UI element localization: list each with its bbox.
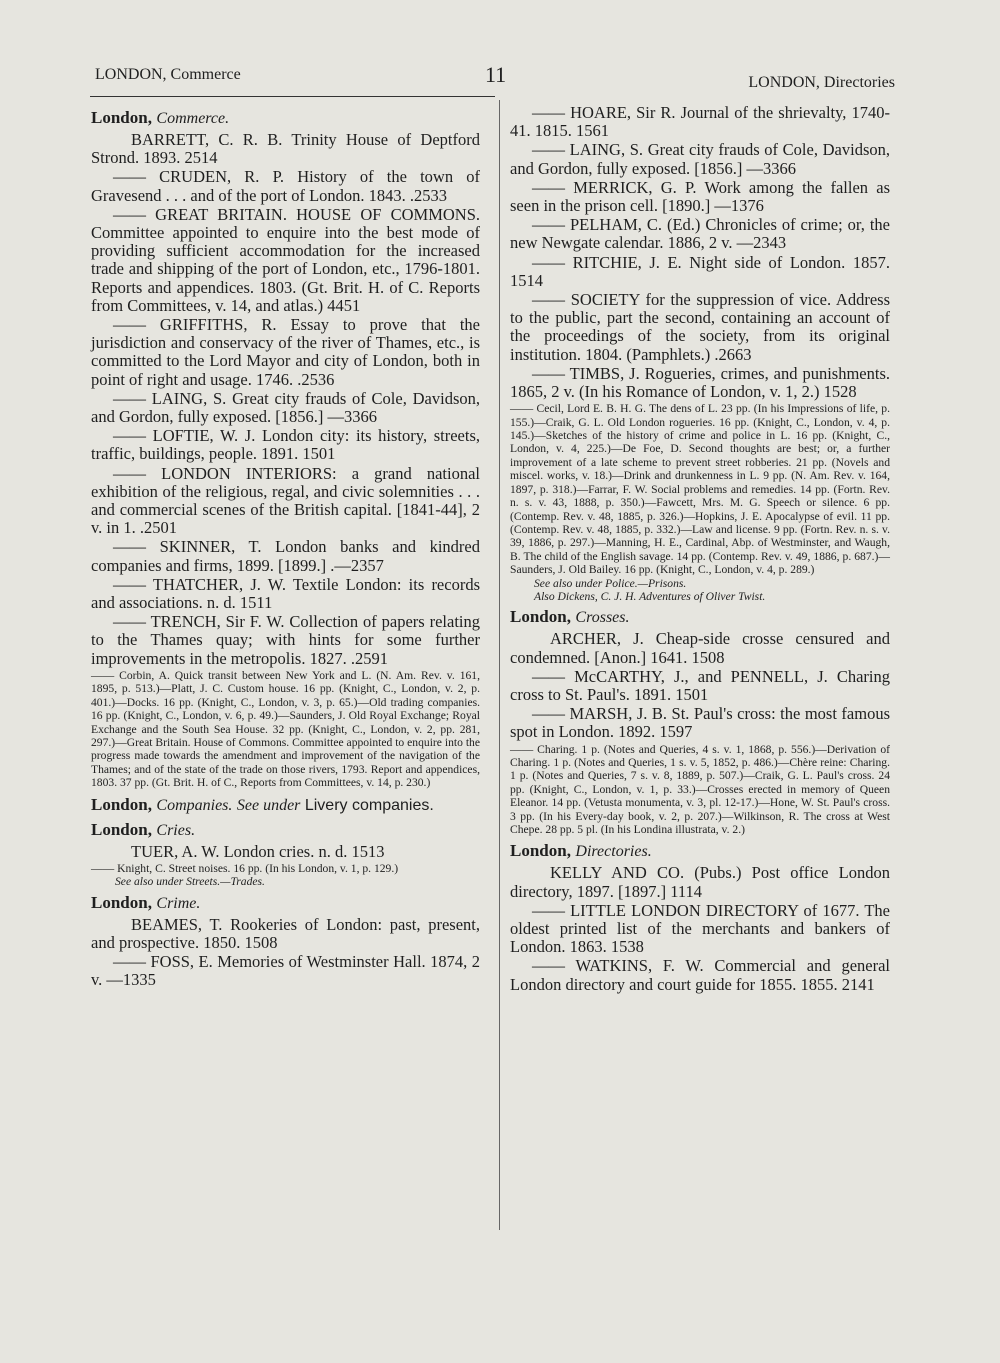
see-also: Also Dickens, C. J. H. Adventures of Oliver Twist. (534, 589, 766, 603)
entry: —— FOSS, E. Memories of Westminster Hall. 1874, 2 v. —1335 (91, 951, 480, 990)
periodical-references: —— Knight, C. Street noises. 16 pp. (In his London, v. 1, p. 129.) (91, 861, 399, 875)
header-rule (90, 96, 495, 97)
see-under-label: See under (236, 796, 301, 814)
entry: —— PELHAM, C. (Ed.) Chronicles of crime; or, the new Newgate calendar. 1886, 2 v. —2343 (510, 215, 890, 253)
heading-bold: London, (91, 108, 152, 127)
entry: —— LITTLE LONDON DIRECTORY of 1677. The oldest printed list of the merchants and bankers of London. 1863. 1538 (510, 900, 890, 957)
entry: BEAMES, T. Rookeries of London: past, present, and prospective. 1850. 1508 (91, 914, 480, 952)
heading-italic: Crime. (156, 894, 201, 912)
entry: —— LAING, S. Great city frauds of Cole, Davidson, and Gordon, fully exposed. [1856.] —3366 (91, 388, 480, 427)
header-left: LONDON, Commerce (95, 66, 241, 83)
cross-reference: Livery companies. (304, 796, 434, 814)
entry: —— GRIFFITHS, R. Essay to prove that the jurisdiction and conservacy of the river of Thames, etc., is committed to the Lord Mayor and city of London, both in point of right and usage. 1746. .2536 (91, 315, 480, 389)
heading-italic: Cries. (156, 821, 196, 839)
heading-italic: Commerce. (156, 110, 230, 127)
entry: —— MARSH, J. B. St. Paul's cross: the most famous spot in London. 1892. 1597 (510, 704, 890, 742)
page-number: 11 (485, 62, 507, 87)
entry: —— TIMBS, J. Rogueries, crimes, and punishments. 1865, 2 v. (In his Romance of London, v. 1, 2.) 1528 (510, 363, 890, 402)
entry: KELLY AND CO. (Pubs.) Post office London directory, 1897. [1897.] 1114 (510, 863, 890, 901)
heading-bold: London, (510, 841, 571, 861)
section-heading-commerce (91, 108, 480, 129)
entry: ARCHER, J. Cheap-side crosse censured and condemned. [Anon.] 1641. 1508 (510, 629, 890, 667)
heading-italic: Directories. (575, 843, 652, 861)
entry: —— TRENCH, Sir F. W. Collection of papers relating to the Thames quay; with hints for some further improvements in the metropolis. 1827. .2591 (91, 612, 480, 668)
right-column (510, 104, 890, 995)
section-heading-crosses (510, 607, 890, 628)
entry: —— THATCHER, J. W. Textile London: its records and associations. n. d. 1511 (91, 574, 480, 613)
see-also: See also under Streets.—Trades. (115, 875, 265, 889)
entry: —— GREAT BRITAIN. HOUSE OF COMMONS. Committee appointed to enquire into the best mode of providing sufficient accommodation for the increased trade and shipping of the port of London, etc., 1796-1801. Reports and appendices. 1803. (Gt. Brit. H. of C. Reports from Committees, v. 14, and atlas.) 4451 (91, 204, 480, 315)
entry: TUER, A. W. London cries. n. d. 1513 (131, 841, 385, 861)
section-heading-crime (91, 893, 480, 914)
see-also: See also under Police.—Prisons. (534, 576, 687, 590)
heading-italic: Crosses. (575, 609, 630, 627)
heading-italic: Companies. (156, 796, 233, 814)
left-column (91, 104, 480, 990)
header-right: LONDON, Directories (748, 74, 895, 91)
entry: —— SKINNER, T. London banks and kindred companies and firms, 1899. [1899.] .—2357 (91, 537, 480, 575)
entry: —— SOCIETY for the suppression of vice. Address to the public, part the second, containing an account of the proceedings of the society, from its original institution. 1804. (Pamphlets.) .2663 (510, 290, 890, 364)
section-heading-companies (91, 795, 480, 816)
heading-bold: London, (510, 607, 571, 627)
section-heading-directories (510, 841, 890, 862)
entry: —— CRUDEN, R. P. History of the town of Gravesend . . . and of the port of London. 1843. .2533 (91, 167, 480, 205)
entry: —— MERRICK, G. P. Work among the fallen as seen in the prison cell. [1890.] —1376 (510, 177, 890, 216)
column-divider (499, 100, 500, 1230)
entry: —— McCARTHY, J., and PENNELL, J. Charing cross to St. Paul's. 1891. 1501 (510, 666, 890, 704)
entry: —— RITCHIE, J. E. Night side of London. 1857. 1514 (510, 252, 890, 290)
entry: —— LAING, S. Great city frauds of Cole, Davidson, and Gordon, fully exposed. [1856.] —3366 (510, 140, 890, 178)
section-heading-cries (91, 820, 480, 841)
entry: —— LOFTIE, W. J. London city: its history, streets, traffic, buildings, people. 1891. 1501 (91, 426, 480, 464)
entry: —— LONDON INTERIORS: a grand national exhibition of the religious, regal, and civic solemnities . . . and commercial scenes of the British capital. [1841-44], 2 v. in 1. .2501 (91, 463, 480, 538)
periodical-references: —— Cecil, Lord E. B. H. G. The dens of L. 23 pp. (In his Impressions of life, p. 155.)—Craik, G. L. Old London rogueries. 16 pp. (Knight, C., London, v. 4, p. 145.)—Sketches of the history of crime and police in L. 16 pp. (Knight, C., London, v. 4, 225.)—De Foe, D. Second thoughts are best; or, a further improvement of a late scheme to prevent street robberies. 21 pp. (Novels and miscel. works, v. 18.)—Drink and drunkenness in L. 9 pp. (N. Am. Rev. v. 164, 1897, p. 318.)—Farrar, F. W. Social problems and remedies. 14 pp. (Fortn. Rev. n. s. v. 43, 1888, p. 350.)—Fawcett, Mrs. M. G. Speech or silence. 6 pp. (Contemp. Rev. v. 48, 1885, p. 326.)—Hopkins, J. E. Apocalypse of evil. 11 pp. (Contemp. Rev. v. 48, 1885, p. 332.)—Law and license. 9 pp. (Fortn. Rev. n. s. v. 39, 1886, p. 297.)—Manning, H. E., Cardinal, Abp. of Westminster, and Waugh, B. The child of the English savage. 14 pp. (Contemp. Rev. v. 49, 1886, p. 687.)—Saunders, J. Old Bailey. 16 pp. (Knight, C., London, v. 4, p. 289.) (510, 402, 890, 577)
entry: —— WATKINS, F. W. Commercial and general London directory and court guide for 1855. 1855. 2141 (510, 956, 890, 994)
heading-bold: London, (91, 794, 152, 814)
heading-bold: London, (91, 819, 152, 839)
page-header (95, 62, 895, 92)
entry: —— HOARE, Sir R. Journal of the shrievalty, 1740-41. 1815. 1561 (510, 103, 890, 141)
periodical-references: —— Corbin, A. Quick transit between New York and L. (N. Am. Rev. v. 161, 1895, p. 513.)—Platt, J. C. Custom house. 16 pp. (Knight, C., London, v. 2, p. 401.)—Docks. 16 pp. (Knight, C., London, v. 3, p. 65.)—Old trading companies. 16 pp. (Knight, C., London, v. 6, p. 49.)—Saunders, J. Old Royal Exchange; Royal Exchange and the South Sea House. 32 pp. (Knight, C., London, v. 2, pp. 281, 297.)—Great Britain. House of Commons. Committee appointed to enquire into the progress made towards the amendment and improvement of the navigation of the Thames; and of the state of the trade on those rivers, 1793. Report and appendices, 1803. 37 pp. (Gt. Brit. H. of C., Reports from Committees, v. 14, p. 230.) (91, 668, 480, 790)
periodical-references: —— Charing. 1 p. (Notes and Queries, 4 s. v. 1, 1868, p. 556.)—Derivation of Charing. 1 p. (Notes and Queries, 1 s. v. 5, 1852, p. 486.)—Chère reine: Charing. 1 p. (Notes and Queries, 7 s. v. 8, 1889, p. 507.)—Craik, G. L. Paul's cross. 24 pp. (Knight, C., London, v. 1, p. 33.)—Crosses erected in memory of Queen Eleanor. 14 pp. (Vetusta monumenta, v. 3, pl. 12-17.)—Hone, W. St. Paul's cross. 3 pp. (In his Every-day book, v. 2, p. 207.)—Wilkinson, R. The cross at West Chepe. 28 pp. 5 pl. (In his Londina illustrata, v. 2.) (510, 742, 890, 836)
entry: BARRETT, C. R. B. Trinity House of Deptford Strond. 1893. 2514 (91, 130, 480, 168)
heading-bold: London, (91, 892, 152, 912)
